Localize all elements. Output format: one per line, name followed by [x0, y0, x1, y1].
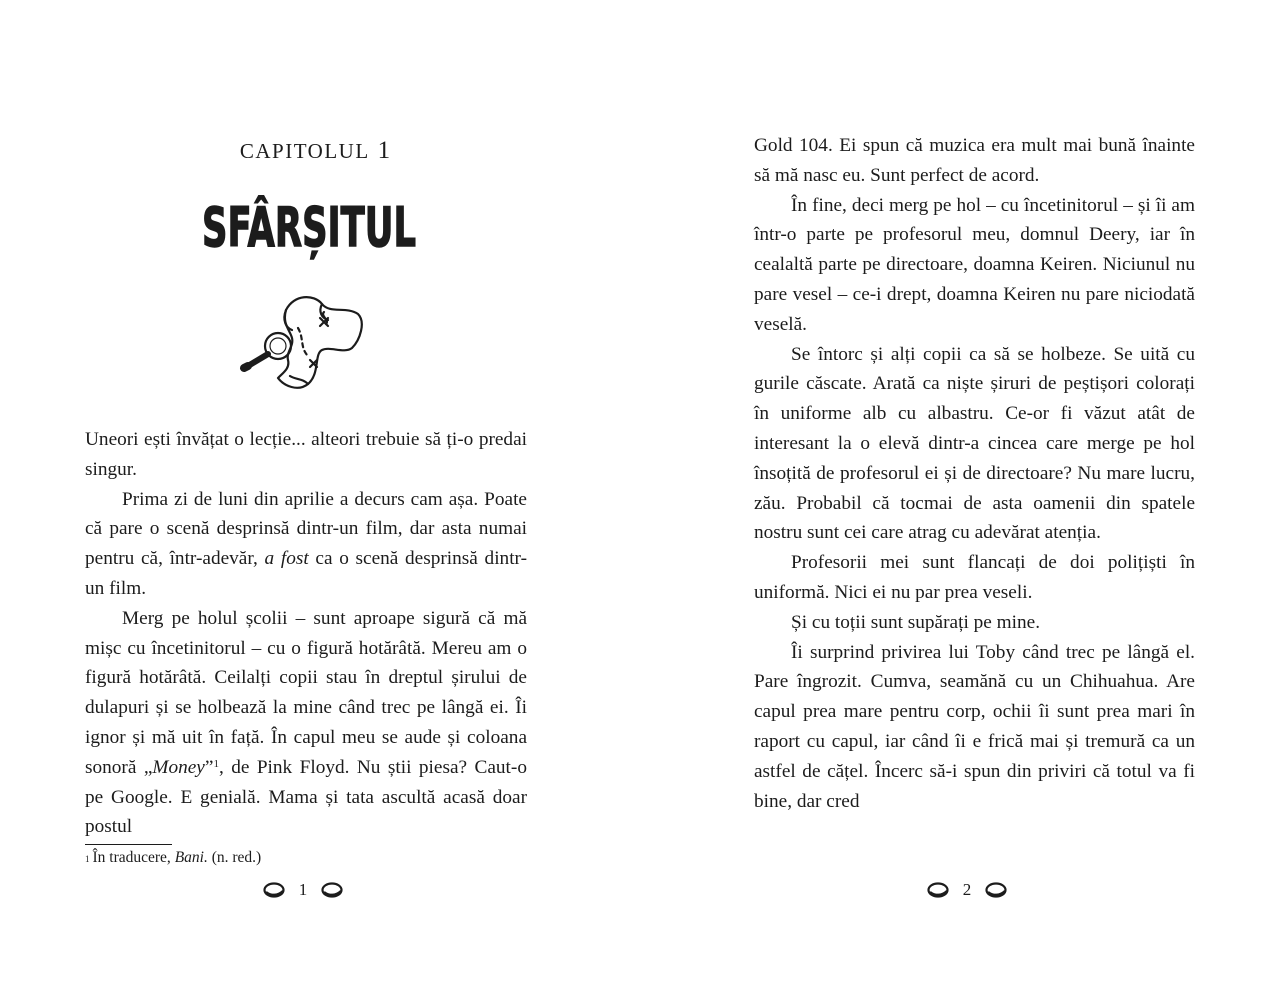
footnote-text: (n. red.): [207, 849, 262, 866]
paragraph-text: , de Pink Floyd. Nu știi piesa? Caut-o pe Google. E genială. Mama și tata ascultă acasă doar postul: [85, 756, 527, 838]
paragraph: [85, 604, 527, 842]
right-page: [640, 0, 1280, 995]
chapter-label-text: CAPITOLUL: [239, 139, 369, 163]
chapter-title-svg: [0, 183, 630, 263]
emphasis-text: a fost: [264, 548, 309, 570]
coin-icon: [263, 881, 285, 899]
paragraph: În fine, deci merg pe hol – cu încetinitorul – și îi am într-o parte pe profesorul meu, domnul Deery, iar în cealaltă parte pe directoare, doamna Keiren. Niciunul nu pare vesel – ce-i drept, doamna Keiren nu pare niciodată veselă.: [754, 194, 1195, 335]
chapter-number: 1: [377, 137, 391, 164]
folio: [907, 876, 1027, 904]
footnote-reference[interactable]: 1: [213, 757, 219, 770]
page-number: 1: [298, 880, 308, 899]
footnote-mark: 1: [85, 854, 90, 864]
folio: [243, 876, 363, 904]
page-number: 2: [962, 880, 972, 899]
paragraph: [85, 485, 527, 604]
coin-icon: [927, 881, 949, 899]
coin-icon: [321, 881, 343, 899]
chapter-label: [0, 137, 630, 165]
footnote-divider: [85, 844, 172, 845]
paragraph: Se întorc și alți copii ca să se holbeze. Se uită cu gurile căscate. Arată ca niște șiruri de peștișori colorați în uniforme alb cu albastru. Ce-or fi văzut atât de interesant la o elevă dintr-a cincea care merge pe hol însoțită de profesorul ei și de directoare? Nu mare lucru, zău. Probabil că tocmai de asta oamenii din spatele nostru sunt cei care atrag cu adevărat atenția.: [754, 343, 1195, 544]
paragraph-text: ca o scenă desprinsă dintr-un film.: [85, 548, 528, 599]
paragraph: Îi surprind privirea lui Toby când trec pe lângă el. Pare îngrozit. Cumva, seamănă cu un Chihuahua. Are capul prea mare pentru corp, ochii îi sunt prea mari în raport cu capul, iar când îi e frică mai și tremură ca un astfel de cățel. Încerc să-i spun din priviri că totul va fi bine, dar cred: [754, 641, 1195, 812]
paragraph: Uneori ești învățat o lecție... alteori trebuie să ți-o predai singur.: [85, 429, 527, 480]
left-page-body: [85, 425, 527, 842]
paragraph: Profesorii mei sunt flancați de doi polițiști în uniformă. Nici ei nu par prea veseli.: [754, 552, 1195, 603]
chapter-title-text: SFÂRȘITUL: [202, 196, 416, 259]
closing-quote: ”: [204, 756, 214, 778]
treasure-map-magnifier-icon: [238, 288, 368, 396]
paragraph: Gold 104. Ei spun că muzica era mult mai bună înainte să mă nasc eu. Sunt perfect de acord.: [754, 135, 1195, 186]
right-page-body: [754, 131, 1195, 816]
footnote: [85, 848, 525, 868]
paragraph-text: Prima zi de luni din aprilie a decurs cam așa. Poate că pare o scenă desprinsă dintr-un film, dar asta numai pentru că, într-adevăr,: [85, 488, 527, 570]
chapter-title: [0, 183, 630, 263]
emphasis-text: Money: [152, 756, 205, 778]
footnote-emphasis: Bani.: [174, 849, 208, 866]
coin-icon: [985, 881, 1007, 899]
paragraph: Și cu toții sunt supărați pe mine.: [791, 611, 1041, 633]
footnote-text: În traducere,: [92, 849, 175, 866]
paragraph-text: Merg pe holul școlii – sunt aproape sigură că mă mișc cu încetinitorul – cu o figură hotărâtă. Mereu am o figură hotărâtă. Ceilalți copii stau în dreptul șirului de dulapuri și se holbează la mine când trec pe lângă ei. Îi ignor și mă uit în față. În capul meu se aude și coloana sonoră „: [85, 607, 527, 778]
